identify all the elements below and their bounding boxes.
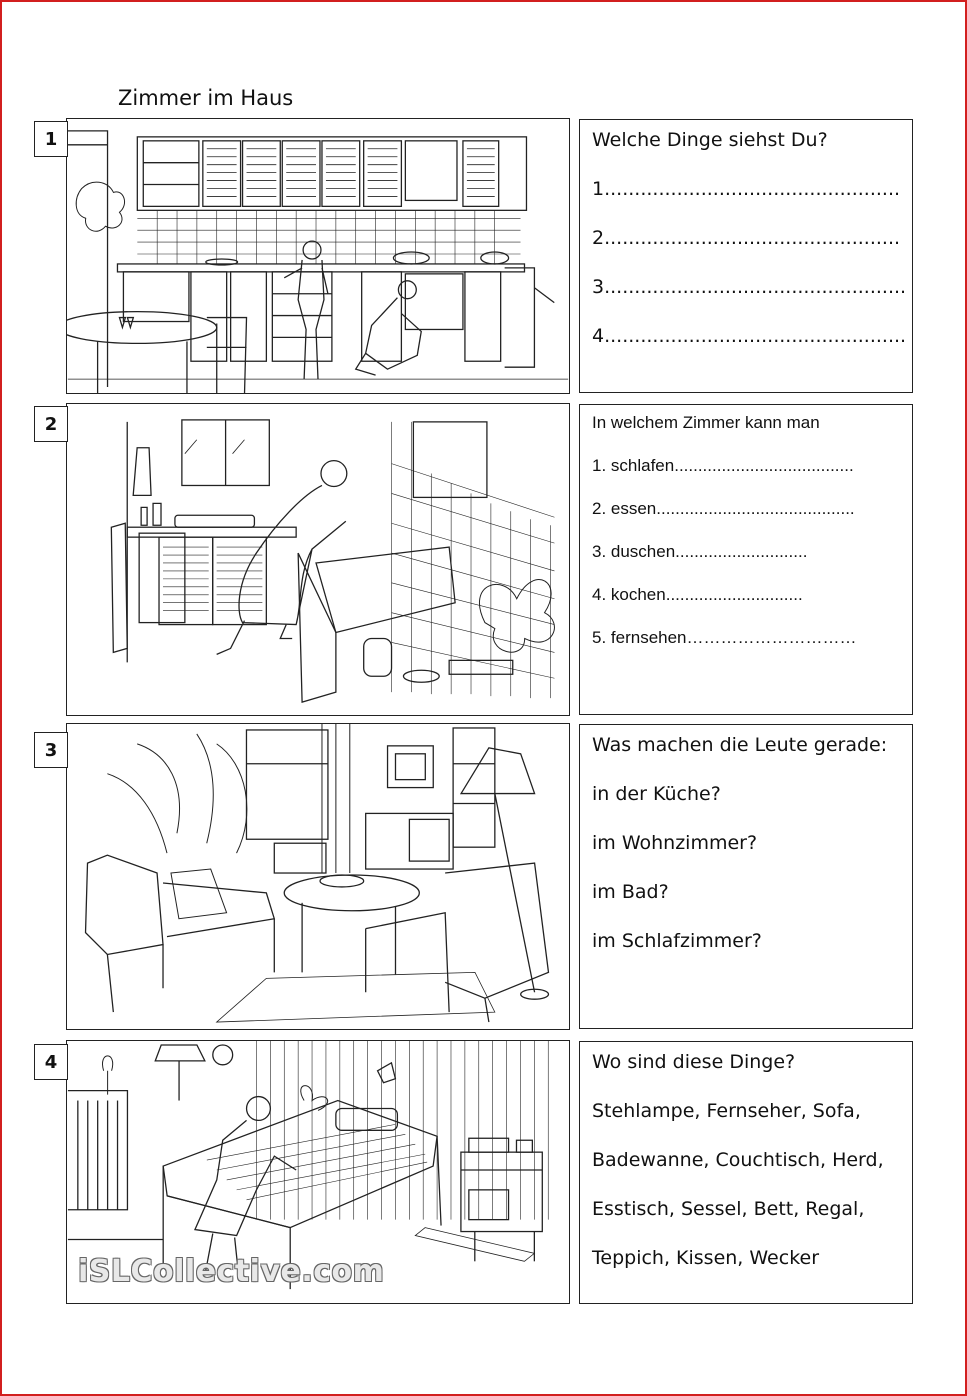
exercise-box-4 bbox=[579, 1041, 913, 1304]
kitchen-illustration bbox=[66, 118, 570, 394]
question-bad: im Bad? bbox=[592, 881, 669, 903]
section-number-4: 4 bbox=[34, 1044, 68, 1080]
answer-line-fernsehen: 5. fernsehen………………………… bbox=[592, 628, 857, 647]
exercise-box-3 bbox=[579, 724, 913, 1029]
answer-line-schlafen: 1. schlafen...................................... bbox=[592, 456, 854, 475]
section-number-3: 3 bbox=[34, 732, 68, 768]
answer-line-kochen: 4. kochen............................. bbox=[592, 585, 803, 604]
exercise-2-question: In welchem Zimmer kann man bbox=[592, 413, 820, 432]
answer-line-essen: 2. essen.......................................... bbox=[592, 499, 855, 518]
section-number-2: 2 bbox=[34, 406, 68, 442]
answer-line-2: 2................................................. bbox=[592, 227, 901, 249]
livingroom-illustration bbox=[66, 723, 570, 1030]
answer-line-duschen: 3. duschen............................ bbox=[592, 542, 808, 561]
exercise-3-question: Was machen die Leute gerade: bbox=[592, 734, 888, 756]
exercise-box-2 bbox=[579, 404, 913, 715]
word-list-line-4: Teppich, Kissen, Wecker bbox=[592, 1247, 820, 1269]
answer-line-3: 3.................................................. bbox=[592, 276, 907, 298]
question-kueche: in der Küche? bbox=[592, 783, 721, 805]
question-schlafzimmer: im Schlafzimmer? bbox=[592, 930, 762, 952]
question-wohnzimmer: im Wohnzimmer? bbox=[592, 832, 758, 854]
word-list-line-3: Esstisch, Sessel, Bett, Regal, bbox=[592, 1198, 865, 1220]
bathroom-illustration bbox=[66, 403, 570, 716]
word-list-line-1: Stehlampe, Fernseher, Sofa, bbox=[592, 1100, 861, 1122]
exercise-4-question: Wo sind diese Dinge? bbox=[592, 1051, 796, 1073]
worksheet-title: Zimmer im Haus bbox=[118, 86, 294, 110]
answer-line-1: 1................................................. bbox=[592, 178, 901, 200]
exercise-1-question: Welche Dinge siehst Du? bbox=[592, 129, 828, 151]
answer-line-4: 4.................................................. bbox=[592, 325, 907, 347]
section-number-1: 1 bbox=[34, 121, 68, 157]
word-list-line-2: Badewanne, Couchtisch, Herd, bbox=[592, 1149, 884, 1171]
watermark-text: iSLCollective.com bbox=[78, 1254, 385, 1289]
exercise-box-1 bbox=[579, 119, 913, 393]
